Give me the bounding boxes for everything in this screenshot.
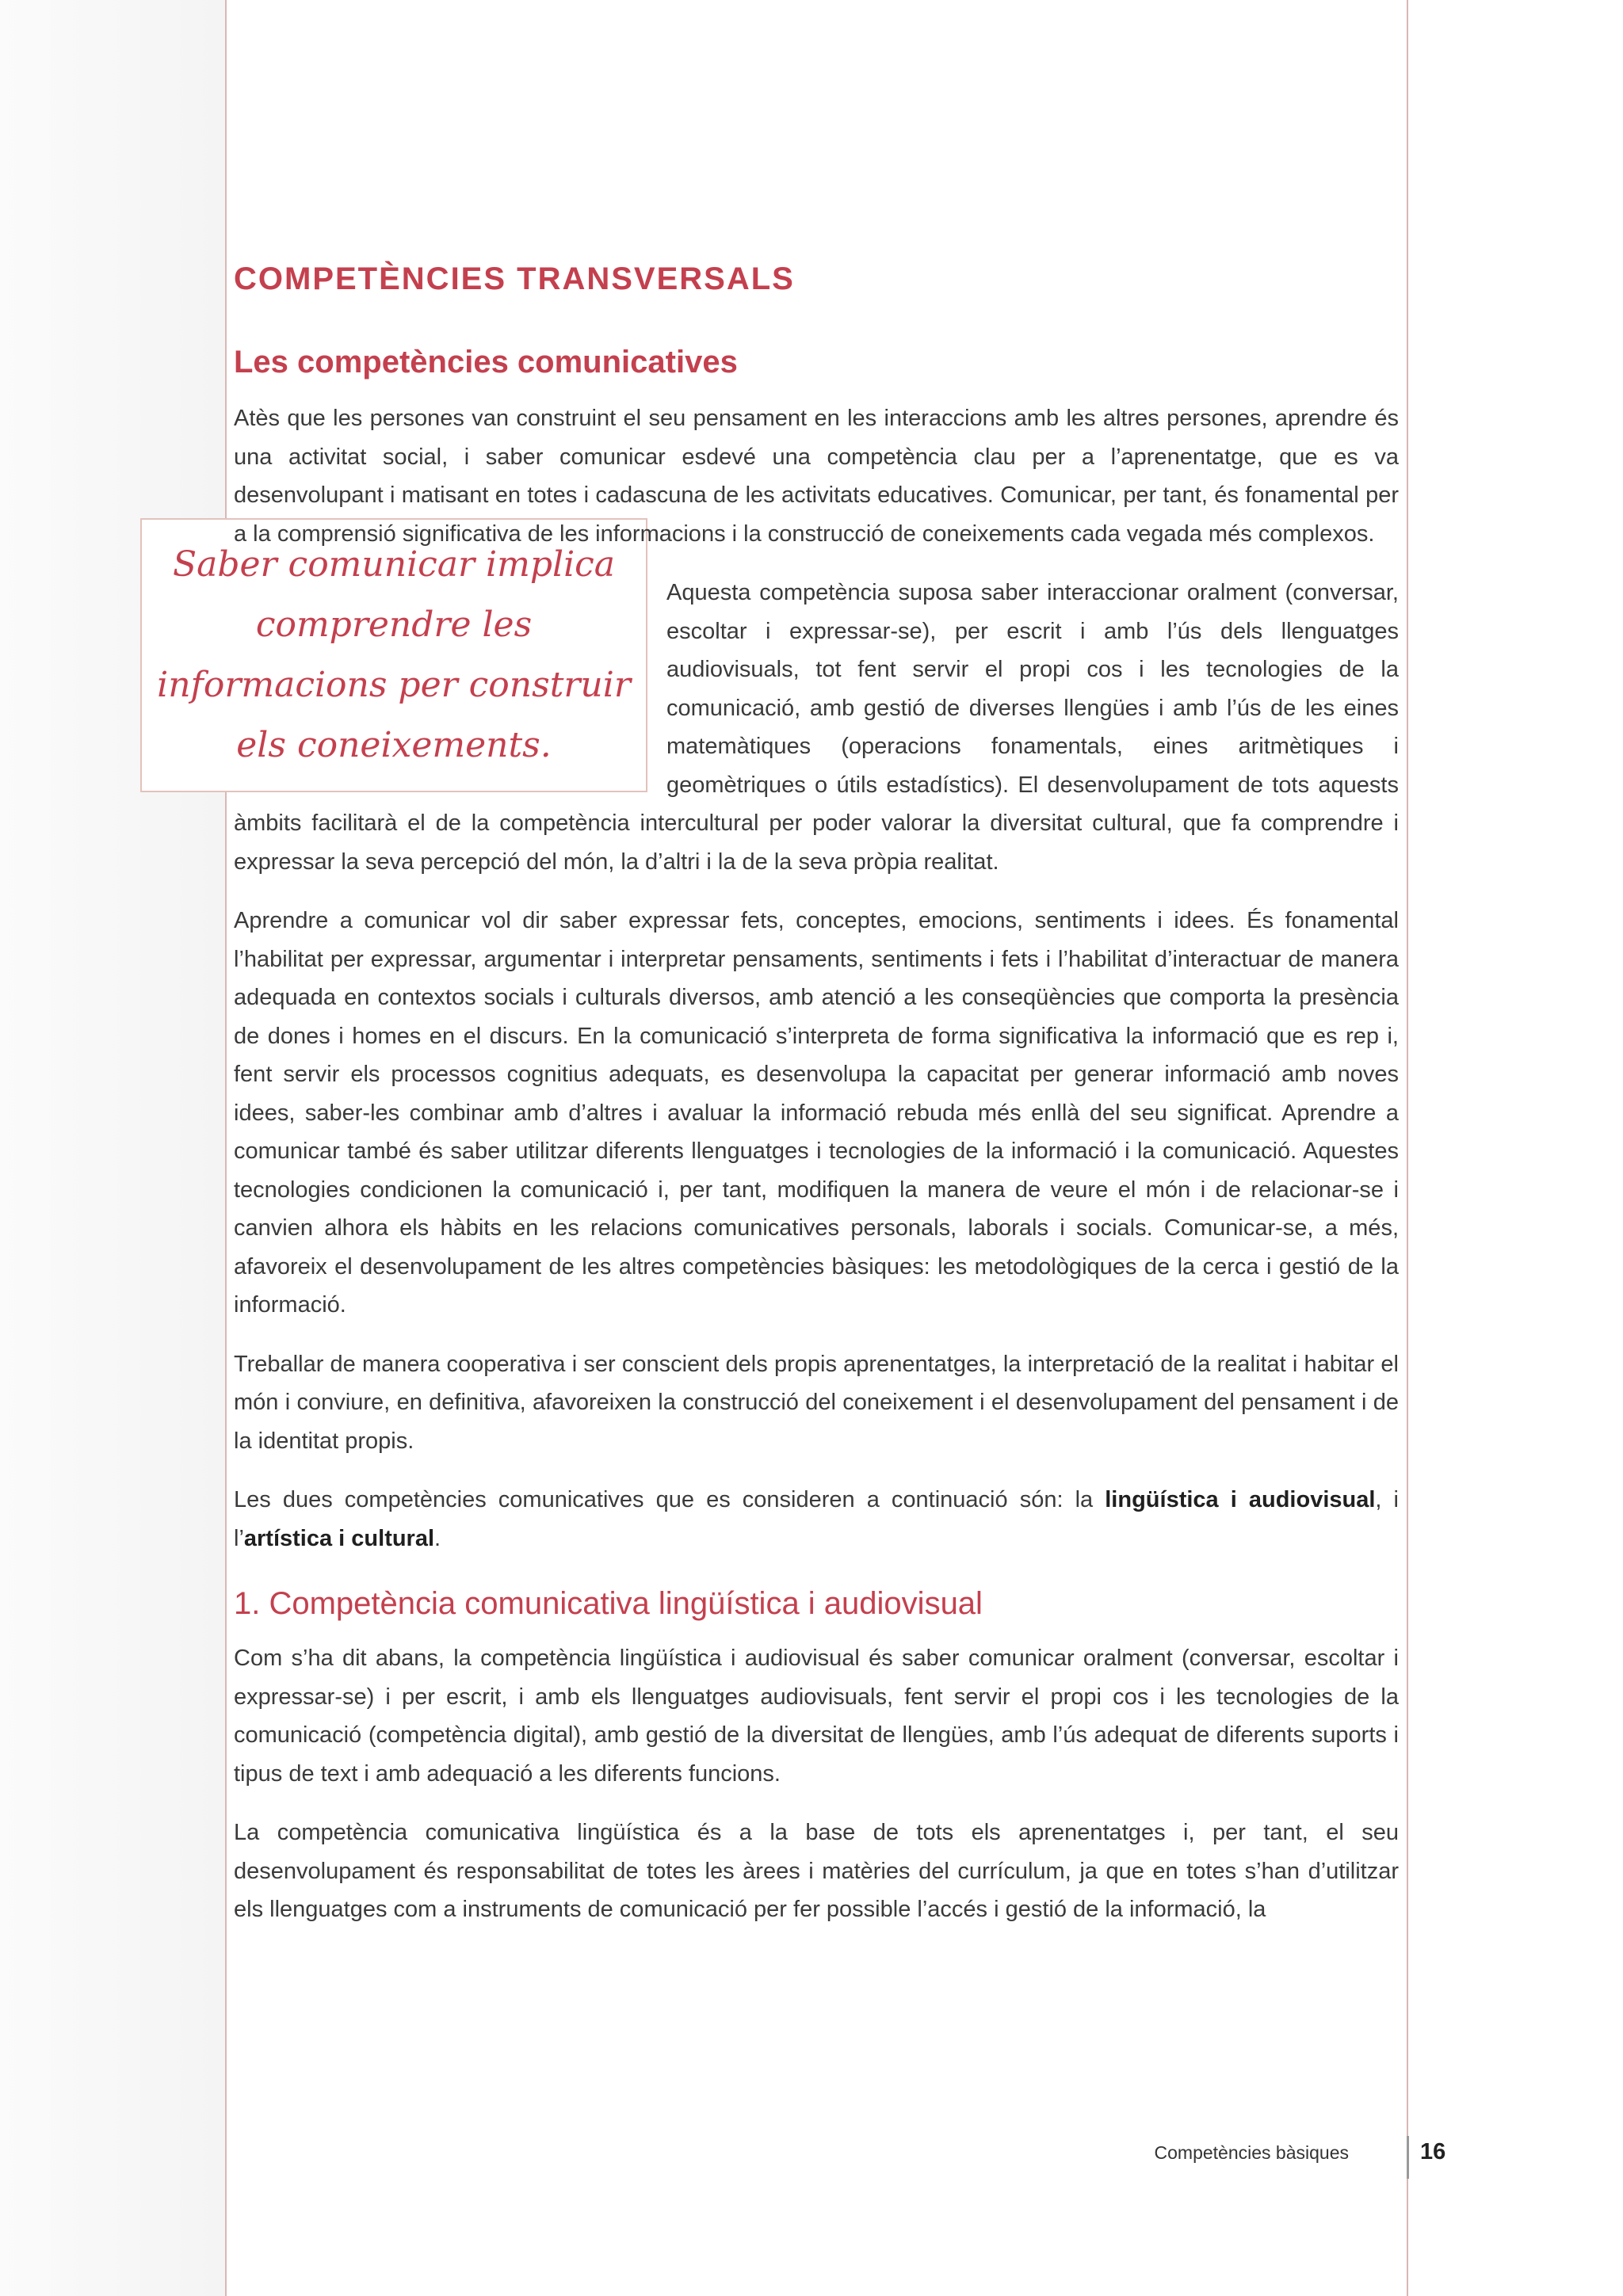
paragraph-2: Aquesta competència suposa saber interaccionar oralment (conversar, escoltar i expressar-se), per escrit i amb l’ús dels llenguatges audiovisuals, tot fent servir el propi cos i les tecnologies de la comunicació, amb gestió de diverses llengües i amb l’ús de les eines matemàtiques (operacions fonamentals, eines aritmètiques i geomètriques o útils estadístics). El desenvolupament de tots aquests àmbits facilitarà el de la competència intercultural per poder valorar la diversitat cultural, que fa comprendre i expressar la seva percepció del món, la d’altri i la de la seva pròpia realitat.	[234, 580, 1399, 875]
pull-quote-box	[140, 518, 647, 792]
paragraph-7: La competència comunicativa lingüística és a la base de tots els aprenentatges i, per tant, el seu desenvolupament és responsabilitat de totes les àrees i matèries del currículum, ja que en totes s’han d’utilitzar els llenguatges com a instruments de comunicació per fer possible l’accés i gestió de la informació, la	[234, 1820, 1399, 1922]
bold-term-linguistica: lingüística i audiovisual	[1105, 1487, 1376, 1512]
page-margin	[0, 0, 225, 2296]
paragraph-3: Aprendre a comunicar vol dir saber expressar fets, conceptes, emocions, sentiments i idees. És fonamental l’habilitat per expressar, argumentar i interpretar pensaments, sentiments i fets i l’habilitat d’interactuar de manera adequada en contextos socials i culturals diversos, amb atenció a les conseqüències que comporta la presència de dones i homes en el discurs. En la comunicació s’interpreta de forma significativa la informació que es rep i, fent servir els processos cognitius adequats, es desenvolupa la capacitat per generar informació amb noves idees, saber-les combinar amb d’altres i avaluar la informació rebuda més enllà del seu significat. Aprendre a comunicar també és saber utilitzar diferents llenguatges i tecnologies de la informació i la comunicació. Aquestes tecnologies condicionen la comunicació i, per tant, modifiquen la manera de veure el món i de relacionar-se i canvien alhora els hàbits en les relacions comunicatives personals, laborals i socials. Comunicar-se, a més, afavoreix el desenvolupament de les altres competències bàsiques: les metodològiques de la cerca i gestió de la informació.	[234, 908, 1399, 1318]
footer-label: Competències bàsiques	[1154, 2142, 1349, 2163]
subsection-title: Les competències comunicatives	[234, 345, 738, 379]
footer-separator	[1407, 2136, 1409, 2179]
left-margin-rule	[225, 0, 227, 2296]
paragraph-6: Com s’ha dit abans, la competència lingüística i audiovisual és saber comunicar oralment (conversar, escoltar i expressar-se) i per escrit, i amb els llenguatges audiovisuals, fent servir el propi cos i les tecnologies de la comunicació (competència digital), amb gestió de la diversitat de llengües, amb l’ús adequat de diferents suports i tipus de text i amb adequació a les diferents funcions.	[234, 1646, 1399, 1787]
section-title: COMPETÈNCIES TRANSVERSALS	[234, 261, 795, 296]
bold-term-artistica: artística i cultural	[243, 1525, 435, 1551]
paragraph-4: Treballar de manera cooperativa i ser conscient dels propis aprenentatges, la interpretació de la realitat i habitar el món i conviure, en definitiva, afavoreixen la construcció del coneixement i el desenvolupament del pensament i de la identitat propis.	[234, 1351, 1399, 1454]
page-content	[157, 261, 1399, 1950]
paragraph-5: Les dues competències comunicatives que es consideren a continuació són: la lingüística i audiovisual, i l’artística i cultural.	[234, 1487, 1399, 1551]
pull-quote-text: Saber comunicar implica comprendre les informacions per construir els coneixements.	[157, 544, 631, 765]
page-footer	[1154, 2136, 1474, 2179]
numbered-heading: 1. Competència comunicativa lingüística i audiovisual	[234, 1586, 983, 1621]
paragraph-1: Atès que les persones van construint el seu pensament en les interaccions amb les altres persones, aprendre és una activitat social, i saber comunicar esdevé una competència clau per a l’aprenentatge, que es va desenvolupant i matisant en totes i cadascuna de les activitats educatives. Comunicar, per tant, és fonamental per a la comprensió significativa de les informacions i la construcció de coneixements cada vegada més complexos.	[234, 406, 1399, 547]
page-number: 16	[1420, 2139, 1446, 2164]
right-margin-rule	[1407, 0, 1408, 2296]
